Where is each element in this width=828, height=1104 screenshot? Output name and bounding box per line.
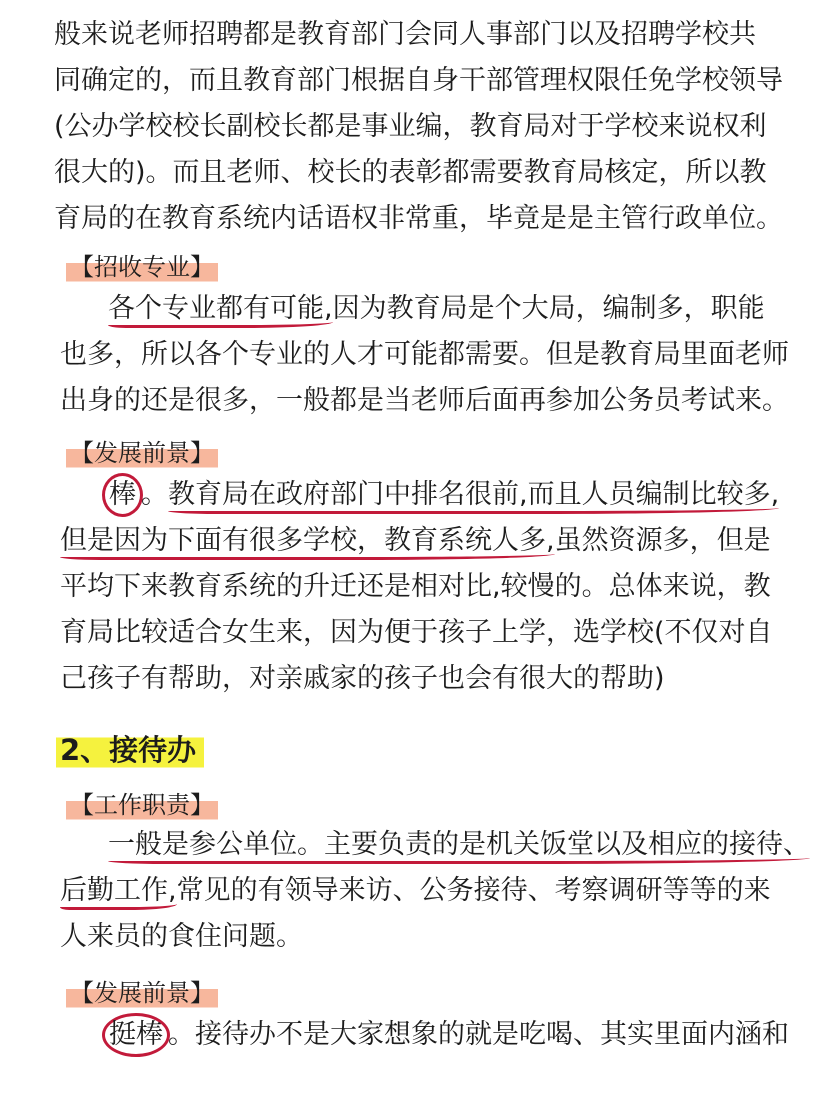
- text-line: 平均下来教育系统的升迁还是相对比,较慢的。总体来说，教: [60, 571, 771, 602]
- text-line: [60, 1012, 789, 1058]
- text-line: (公办学校校长副校长都是事业编，教育局对于学校来说权利: [54, 111, 767, 142]
- text-line: 育局比较适合女生来，因为便于孩子上学，选学校(不仅对自: [60, 617, 773, 648]
- section-heading: 2、接待办: [56, 728, 204, 772]
- text-line: 育局的在教育系统内话语权非常重，毕竟是是主管行政单位。: [54, 203, 783, 234]
- circled-text: 挺棒: [102, 1013, 170, 1057]
- underlined-text: 一般是参公单位。主要负责的是机关饭堂以及相应的接待、: [108, 829, 810, 864]
- section-tag-prospect: 【发展前景】: [66, 436, 218, 470]
- text-line: [60, 472, 780, 518]
- underlined-text: 后勤工作,: [60, 875, 177, 910]
- circled-text: 棒: [102, 473, 143, 517]
- text-segment: 常见的有领导来访、公务接待、考察调研等等的来: [176, 875, 771, 906]
- text-line: 般来说老师招聘都是教育部门会同人事部门以及招聘学校共: [54, 19, 756, 50]
- text-line: 出身的还是很多，一般都是当老师后面再参加公务员考试来。: [60, 385, 789, 416]
- underlined-text: 教育局在政府部门中排名很前,而且人员编制比较多,: [168, 479, 779, 514]
- text-line: [60, 518, 780, 564]
- text-line: 己孩子有帮助，对亲戚家的孩子也会有很大的帮助): [60, 663, 665, 694]
- intro-paragraph: [54, 12, 783, 242]
- section-tag-recruit: 【招收专业】: [66, 250, 218, 284]
- text-line: [60, 822, 810, 868]
- prospect-paragraph: [60, 472, 780, 702]
- underlined-text: 但是因为下面有很多学校，教育系统人多,: [60, 525, 555, 560]
- duty-paragraph: [60, 822, 810, 960]
- prospect-2-paragraph: [60, 1012, 789, 1058]
- text-segment: 因为教育局是个大局，编制多，职能: [332, 293, 765, 324]
- text-line: 同确定的，而且教育部门根据自身干部管理权限任免学校领导: [54, 65, 783, 96]
- text-line: 很大的)。而且老师、校长的表彰都需要教育局核定，所以教: [54, 157, 767, 188]
- section-tag-prospect-2: 【发展前景】: [66, 976, 218, 1010]
- text-line: 人来员的食住问题。: [60, 921, 303, 952]
- section-tag-duty: 【工作职责】: [66, 788, 218, 822]
- text-line: [60, 286, 780, 332]
- underlined-text: 各个专业都有可能,: [108, 293, 333, 328]
- text-segment: 虽然资源多，但是: [554, 525, 771, 556]
- text-segment: 。: [141, 479, 168, 510]
- text-line: [60, 868, 780, 914]
- text-line: 也多，所以各个专业的人才可能都需要。但是教育局里面老师: [60, 339, 789, 370]
- text-segment: 接待办不是大家想象的就是吃喝、其实里面内涵和: [195, 1019, 789, 1050]
- text-segment: 。: [168, 1019, 195, 1050]
- recruit-paragraph: [60, 286, 789, 424]
